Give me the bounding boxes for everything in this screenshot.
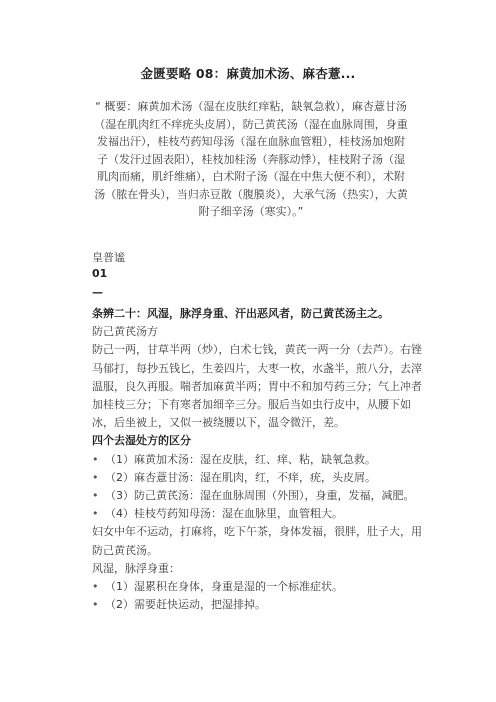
case-paragraph: 妇女中年不运动，打麻将，吃下午茶，身体发福，很胖，肚子大，用防己黄芪汤。: [92, 525, 422, 557]
section-number: 01: [92, 267, 108, 280]
list-item: • （2）麻杏薏甘汤：湿在肌肉，红，不痒，疣，头皮屑。: [92, 469, 432, 487]
list-heading: 四个去湿处方的区分: [92, 434, 191, 448]
clause-heading: 条辨二十：风湿，脉浮身重、汗出恶风者，防己黄芪汤主之。: [92, 307, 389, 320]
section-divider: —: [92, 286, 103, 299]
list-item: • （1）湿累积在身体，身重是湿的一个标准症状。: [92, 578, 432, 596]
summary-quote: “ 概要：麻黄加术汤（湿在皮肤红痒粘，缺氧急救），麻杏薏甘汤（湿在肌肉红不痒疣头皮屑），防己黄芪汤（湿在血脉周围，身重发福出汗），桂枝芍药知母汤（湿在血脉血管粗），桂枝汤加炮附子（发汗过固表阳），桂枝加桂汤（奔豚动悸），桂枝附子汤（湿肌肉而痛，肌纤维痛），白术附子汤（湿在中焦大便不利），术附汤（脓在骨头），当归赤豆散（腹膜炎），大承气汤（热实），大黄附子细辛汤（寒实）。”: [94, 100, 408, 218]
formula-comparison-list: [92, 451, 432, 524]
article-body: [92, 305, 432, 614]
symptom-heading: 风湿，脉浮身重：: [92, 561, 180, 575]
symptom-list: [92, 578, 432, 614]
page-title: 金匮要略 08：麻黄加术汤、麻杏薏...: [140, 66, 356, 81]
list-item: • （1）麻黄加术汤：湿在皮肤，红、痒、粘，缺氧急救。: [92, 451, 432, 469]
list-item: • （2）需要赶快运动，把湿排掉。: [92, 596, 432, 614]
formula-text: 防己一两，甘草半两（炒），白术七钱，黄芪一两一分（去芦）。右锉马郁打，每抄五钱匕，生姜四片，大枣一枚，水盏半，煎八分，去滓温服，良久再服。喘者加麻黄半两；胃中不和加芍药三分；气上冲者加桂枝三分；下有寒者加细辛三分。服后当如虫行皮中，从腰下如冰，后坐被上，又似一被绕腰以下，温令微汗，差。: [92, 343, 422, 430]
list-item: • （4）桂枝芍药知母汤：湿在血脉里，血管粗大。: [92, 505, 432, 523]
list-item: • （3）防己黄芪汤：湿在血脉周围（外围），身重，发福，减肥。: [92, 487, 432, 505]
author-name: 皇普谧: [92, 251, 125, 264]
formula-title: 防己黄芪汤方: [92, 325, 158, 339]
